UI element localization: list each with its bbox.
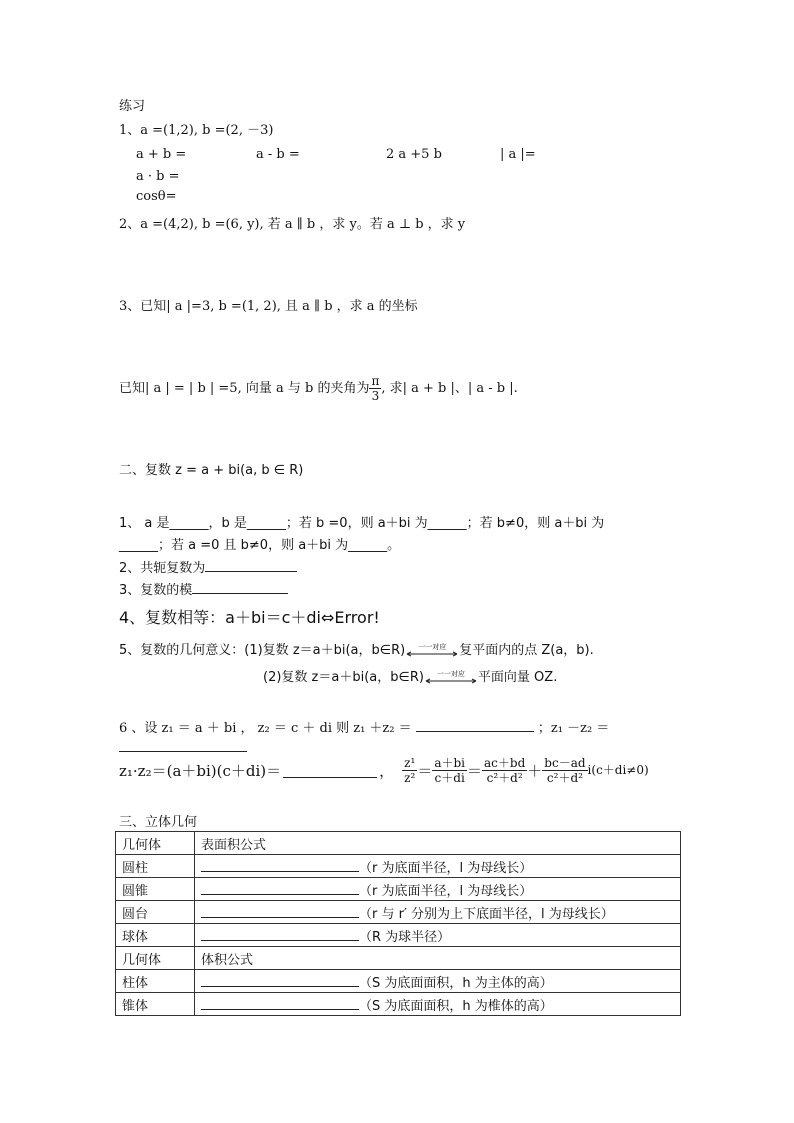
q1-cos: cosθ= <box>136 189 177 204</box>
formula-cell <box>195 993 681 1016</box>
table-row <box>116 855 681 878</box>
s2-div-lhs-den: z² <box>404 771 416 785</box>
formula-blank <box>201 858 359 872</box>
formula-note: （R 为球半径） <box>359 929 451 945</box>
s2-eq1: ＝ <box>417 761 433 780</box>
table-row <box>116 924 681 947</box>
table-row <box>116 970 681 993</box>
s2-item6b-end: ， <box>379 761 395 780</box>
s2-item6a-blank2 <box>119 738 247 752</box>
formula-cell <box>195 855 681 878</box>
q1-item-comb: 2 a +5 b <box>386 147 442 162</box>
formula-cell <box>195 901 681 924</box>
q1-item-mag: | a |= <box>500 147 536 162</box>
s2-item5a-text: 5、复数的几何意义：(1)复数 z＝a＋bi(a，b∈R) <box>119 643 406 659</box>
q3-line: 3、已知| a |=3, b =(1, 2), 且 a ∥ b ，求 a 的坐标 <box>119 299 418 314</box>
formula-blank <box>201 973 359 987</box>
s2-item6a-blank1 <box>416 718 534 732</box>
shape-name-cell: 圆柱 <box>116 855 195 878</box>
formula-note: （r 为底面半径，l 为母线长） <box>359 860 533 876</box>
formula-blank <box>201 904 359 918</box>
s2-div-f3-den: c²＋d² <box>546 771 583 785</box>
s2-item6a-mid: ；z₁ －z₂ ＝ <box>537 721 610 736</box>
s2-div-f3-num: bc－ad <box>544 756 586 770</box>
formula-note: （S 为底面面积，h 为椎体的高） <box>359 998 553 1014</box>
formula-cell <box>195 832 681 855</box>
s2-div-lhs <box>402 756 417 785</box>
q1-dot: a · b = <box>136 169 180 184</box>
q4-line <box>119 374 518 403</box>
double-arrow-icon <box>405 651 459 657</box>
shape-name-cell: 几何体 <box>116 947 195 970</box>
formula-cell <box>195 970 681 993</box>
s2-div-f2 <box>482 756 527 785</box>
s2-item1a: 1、 a 是______，b 是______；若 b =0，则 a＋bi 为______；若 b≠0，则 a＋bi 为 <box>119 516 605 531</box>
formula-cell <box>195 947 681 970</box>
table-row <box>116 901 681 924</box>
s2-item4: 4、复数相等：a＋bi＝c＋di⇔Error! <box>119 608 380 627</box>
s2-item5a <box>119 643 594 659</box>
s2-item5b-end: 平面向量 OZ. <box>477 670 558 686</box>
formula-note: （r 与 r′ 分别为上下底面半径，l 为母线长） <box>359 906 614 922</box>
s2-item5b-arrow <box>424 670 478 686</box>
s2-plus: ＋ <box>527 761 543 780</box>
s2-item5a-arrow <box>405 643 459 659</box>
q4-text: 已知| a | = | b | =5, 向量 a 与 b 的夹角为 <box>119 380 370 396</box>
formula-note: 体积公式 <box>201 952 254 968</box>
s2-div-tail: i(c＋di≠0) <box>587 763 649 778</box>
s2-div-f2-den: c²＋d² <box>486 771 523 785</box>
q1-line: 1、a =(1,2), b =(2, －3) <box>119 123 274 138</box>
formula-blank <box>201 881 359 895</box>
section3-title: 三、立体几何 <box>119 815 198 830</box>
s2-item6b-text: z₁·z₂＝(a＋bi)(c＋di)＝ <box>119 761 282 780</box>
formula-blank <box>201 927 359 941</box>
formula-cell <box>195 924 681 947</box>
q4-text-after: , 求| a + b |、| a - b |. <box>381 380 518 396</box>
s2-item3-blank <box>192 580 288 594</box>
s2-item5b-text: (2)复数 z＝a＋bi(a，b∈R) <box>263 670 424 686</box>
shape-name-cell: 球体 <box>116 924 195 947</box>
s2-item1b: ______；若 a =0 且 b≠0，则 a＋bi 为______。 <box>119 538 401 553</box>
q1-item-sum: a + b = <box>136 147 187 162</box>
s2-item6b <box>119 756 649 785</box>
geometry-table <box>115 831 681 1016</box>
table-row <box>116 947 681 970</box>
s2-eq2: ＝ <box>467 761 483 780</box>
table-row <box>116 993 681 1016</box>
heading: 练习 <box>119 99 146 114</box>
formula-note: （r 为底面半径，l 为母线长） <box>359 883 533 899</box>
q4-angle-fraction <box>369 374 381 403</box>
formula-note: 表面积公式 <box>201 837 267 853</box>
s2-div-lhs-num: z¹ <box>404 756 416 770</box>
s2-item6a-text: 6 、设 z₁ ＝ a ＋ bi ， z₂ ＝ c ＋ di 则 z₁ ＋z₂ ＝ <box>119 721 412 736</box>
s2-arrow-label-2: 一一对应 <box>436 670 465 678</box>
s2-item6b-blank <box>283 764 377 778</box>
s2-div-f2-num: ac＋bd <box>484 756 526 770</box>
table-row <box>116 878 681 901</box>
formula-note: （S 为底面面积，h 为主体的高） <box>359 975 553 991</box>
s2-div-f1 <box>432 756 467 785</box>
shape-name-cell: 锥体 <box>116 993 195 1016</box>
q4-frac-num: π <box>371 374 380 388</box>
s2-div-f3 <box>542 756 587 785</box>
s2-item3-text: 3、复数的模 <box>119 583 193 598</box>
s2-item2-blank <box>205 558 297 572</box>
s2-item2 <box>119 558 297 577</box>
formula-cell <box>195 878 681 901</box>
s2-item5a-end: 复平面内的点 Z(a，b). <box>459 643 594 659</box>
shape-name-cell: 柱体 <box>116 970 195 993</box>
shape-name-cell: 几何体 <box>116 832 195 855</box>
q4-frac-den: 3 <box>371 389 380 403</box>
shape-name-cell: 圆锥 <box>116 878 195 901</box>
s2-item2-text: 2、共轭复数为 <box>119 561 206 576</box>
section2-title: 二、复数 z = a + bi(a, b ∈ R) <box>119 463 304 478</box>
s2-item5b <box>263 670 557 686</box>
shape-name-cell: 圆台 <box>116 901 195 924</box>
q1-item-diff: a - b = <box>256 147 300 162</box>
s2-div-f1-den: c＋di <box>434 771 465 785</box>
table-row <box>116 832 681 855</box>
q2-line: 2、a =(4,2), b =(6, y), 若 a ∥ b ，求 y。若 a ⊥ b ，求 y <box>119 217 466 232</box>
s2-arrow-label-1: 一一对应 <box>418 643 447 651</box>
s2-item6a <box>119 718 609 737</box>
s2-item6a-line2 <box>119 738 247 757</box>
formula-blank <box>201 996 359 1010</box>
s2-item3 <box>119 580 288 599</box>
s2-div-f1-num: a＋bi <box>434 756 466 770</box>
double-arrow-icon <box>424 678 478 684</box>
